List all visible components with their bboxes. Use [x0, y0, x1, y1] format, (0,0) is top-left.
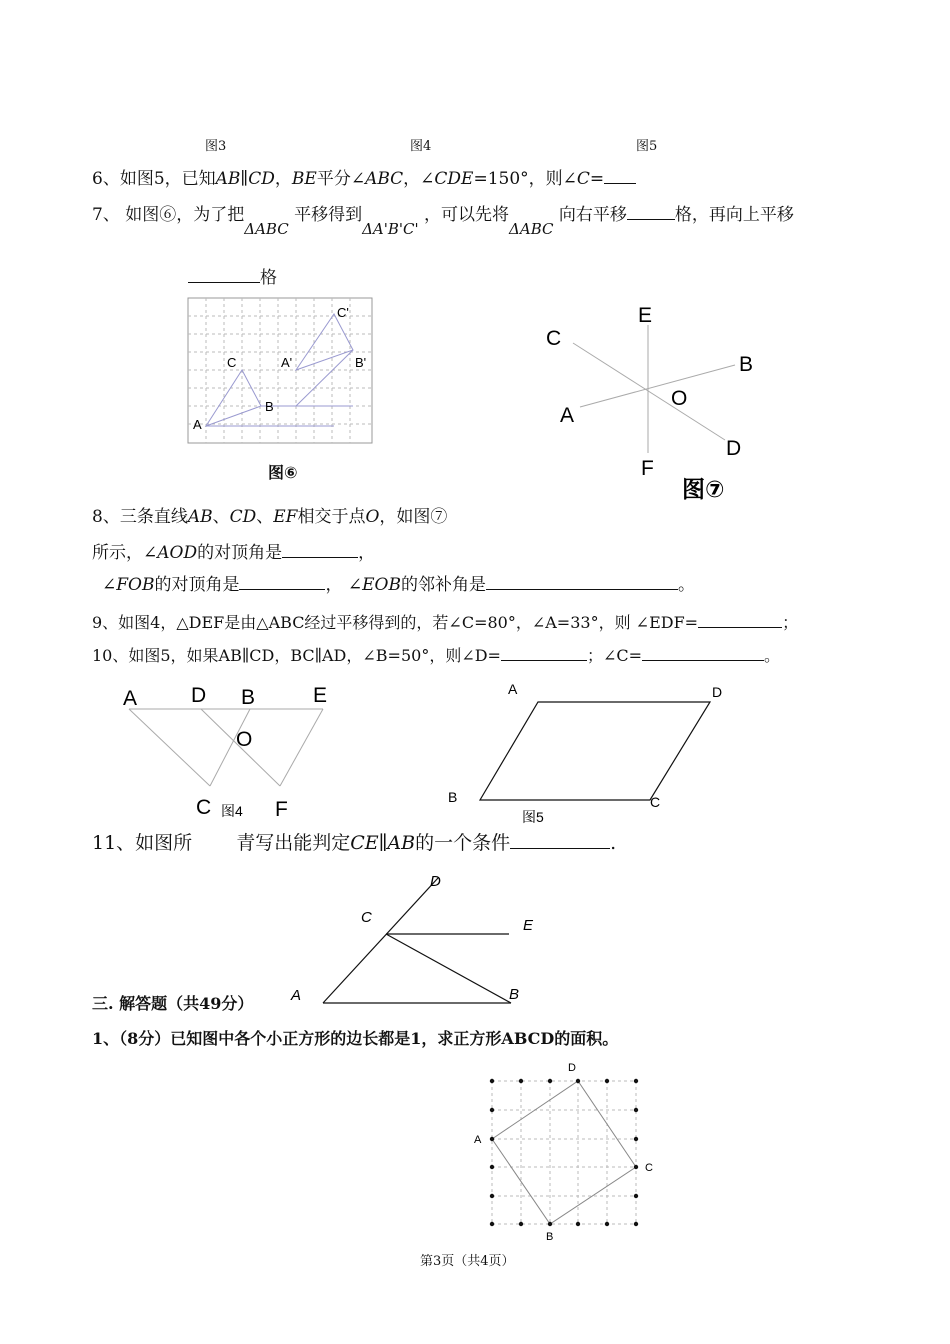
- answer-blank[interactable]: [604, 167, 636, 184]
- figure-5-parallelogram: [440, 678, 740, 828]
- question-7-cont: 格: [188, 263, 277, 288]
- label-O: O: [236, 728, 253, 751]
- label-F: F: [275, 798, 288, 821]
- label-O: O: [671, 387, 688, 410]
- label-C: C: [196, 796, 212, 819]
- caption-fig5: 图5: [522, 809, 544, 825]
- label-D: D: [712, 684, 723, 700]
- answer-blank[interactable]: [282, 541, 358, 558]
- label-B-prime: B': [355, 355, 367, 370]
- answer-blank[interactable]: [501, 644, 587, 661]
- question-8-line1: 8、三条直线AB、CD、EF相交于点O，如图⑦: [92, 507, 448, 527]
- label-C: C: [546, 327, 562, 350]
- answer-blank[interactable]: [239, 573, 325, 590]
- question-8-line3: ∠FOB的对顶角是 ， ∠EOB的邻补角是 。: [102, 575, 695, 595]
- label-F: F: [641, 457, 654, 480]
- answer-blank[interactable]: [510, 830, 610, 849]
- section-title: 三. 解答题（共49分）: [92, 994, 254, 1013]
- label-A: A: [508, 681, 518, 697]
- answer-blank[interactable]: [642, 644, 764, 661]
- question-6: 6、如图5，已知AB∥CD，BE平分∠ABC，∠CDE=150°，则∠C=: [92, 164, 636, 189]
- label-A: A: [560, 404, 575, 427]
- answer-blank[interactable]: [486, 573, 678, 590]
- question-9: 9、如图4，△DEF是由△ABC经过平移得到的，若∠C=80°，∠A=33°，则 ∠EDF= ；: [92, 613, 799, 632]
- triangle-abc: [206, 370, 261, 426]
- answer-blank[interactable]: [698, 611, 782, 628]
- caption-fig4: 图4: [221, 803, 243, 819]
- label-B: B: [546, 1231, 554, 1243]
- problem-1: 1、（8分）已知图中各个小正方形的边长都是1，求正方形ABCD的面积。: [92, 1029, 619, 1048]
- label-A-prime: A': [281, 355, 293, 370]
- label-A: A: [193, 417, 202, 432]
- figure-4: [115, 678, 345, 826]
- label-C: C: [645, 1162, 653, 1174]
- label-D: D: [191, 684, 207, 707]
- label-D: D: [430, 873, 441, 890]
- label-B: B: [265, 399, 274, 414]
- label-E: E: [638, 304, 653, 327]
- caption-fig4: 图4: [410, 139, 432, 154]
- label-D: D: [726, 437, 742, 460]
- label-B: B: [739, 353, 754, 376]
- label-E: E: [523, 917, 534, 934]
- figure-square-abcd: [470, 1058, 660, 1246]
- question-11: 11、如图所 青写出能判定CE∥AB的一个条件 .: [92, 832, 617, 854]
- label-A: A: [474, 1134, 482, 1146]
- label-C-prime: C': [337, 305, 349, 320]
- question-10: 10、如图5，如果AB∥CD，BC∥AD，∠B=50°，则∠D= ；∠C= 。: [92, 646, 781, 665]
- label-A: A: [291, 987, 302, 1004]
- label-D: D: [568, 1062, 576, 1074]
- caption-fig3: 图3: [205, 139, 227, 154]
- label-C: C: [650, 794, 661, 810]
- answer-blank[interactable]: [188, 266, 260, 283]
- figure-7-lines: [540, 295, 770, 505]
- figure-11: [285, 870, 545, 1010]
- answer-blank[interactable]: [627, 203, 675, 220]
- caption-fig5: 图5: [636, 139, 658, 154]
- caption-fig7: 图⑦: [682, 476, 725, 502]
- caption-fig6: 图⑥: [268, 463, 298, 482]
- label-C: C: [227, 355, 237, 370]
- triangle-abc-prime: [296, 314, 353, 370]
- label-B: B: [448, 789, 458, 805]
- label-B: B: [241, 686, 256, 709]
- label-B: B: [509, 986, 520, 1003]
- label-A: A: [123, 687, 138, 710]
- label-C: C: [361, 909, 372, 926]
- label-E: E: [313, 684, 328, 707]
- question-7: 7、 如图⑥，为了把ΔABC 平移得到ΔA'B'C' ，可以先将ΔABC 向右平移 格，再向上平移: [92, 205, 794, 238]
- page-footer: 第3页（共4页）: [420, 1254, 515, 1269]
- question-8-line2: 所示，∠AOD的对顶角是 ，: [92, 543, 376, 563]
- figure-6-grid: [185, 295, 377, 447]
